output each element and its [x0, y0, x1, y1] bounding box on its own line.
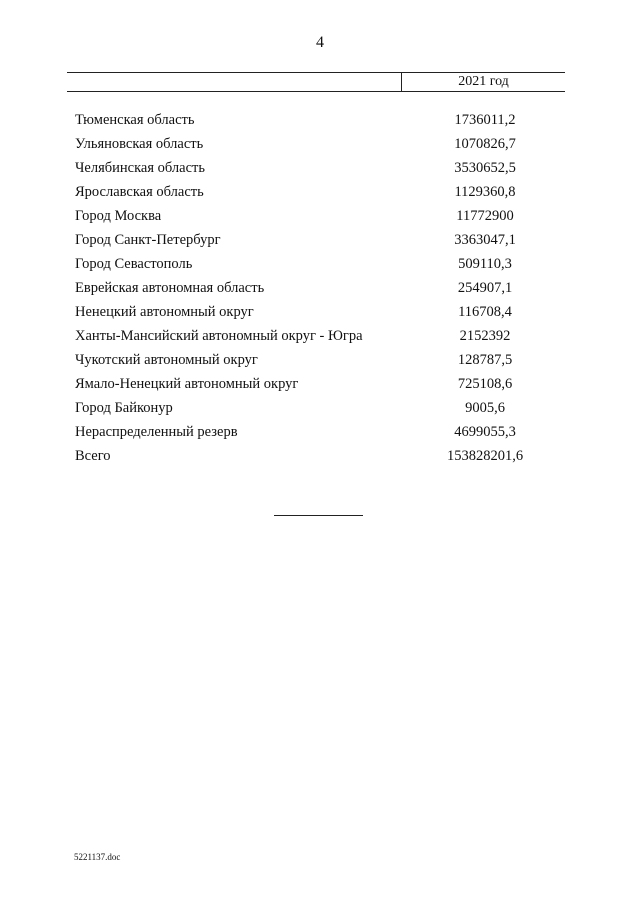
- total-label: Всего: [75, 448, 111, 464]
- region-value: 3530652,5: [454, 160, 516, 176]
- region-name: Город Москва: [75, 208, 162, 224]
- region-value: 254907,1: [457, 280, 513, 296]
- table-row-total: [75, 444, 565, 468]
- region-value: 1129360,8: [454, 184, 516, 200]
- table-row: [75, 396, 565, 420]
- region-name: Город Байконур: [75, 400, 173, 416]
- table-row: [75, 276, 565, 300]
- region-name: Город Санкт-Петербург: [75, 232, 221, 248]
- table-row: [75, 204, 565, 228]
- region-value: 3363047,1: [454, 232, 516, 248]
- table-row: [75, 300, 565, 324]
- table-row: [75, 372, 565, 396]
- region-value: 2152392: [459, 328, 511, 344]
- table-row: [75, 156, 565, 180]
- region-value: 725108,6: [457, 376, 513, 392]
- region-value: 4699055,3: [454, 424, 516, 440]
- table-row: [75, 108, 565, 132]
- document-reference: 5221137.doc: [74, 852, 121, 862]
- table-row: [75, 348, 565, 372]
- region-value: 9005,6: [465, 400, 505, 416]
- region-name: Ненецкий автономный округ: [75, 304, 254, 320]
- table-row: [75, 324, 565, 348]
- table-row: [75, 420, 565, 444]
- page-number: 4: [316, 34, 324, 51]
- table-row: [75, 132, 565, 156]
- table-body: [75, 108, 565, 468]
- total-value: 153828201,6: [446, 448, 524, 464]
- region-name: Челябинская область: [75, 160, 205, 176]
- table-header: [67, 72, 565, 92]
- region-value: 128787,5: [457, 352, 513, 368]
- region-value: 116708,4: [458, 304, 512, 320]
- region-value: 11772900: [456, 208, 514, 224]
- region-name: Ярославская область: [75, 184, 204, 200]
- region-name: Еврейская автономная область: [75, 280, 265, 296]
- end-rule-divider: [274, 515, 363, 516]
- region-name: Тюменская область: [75, 112, 195, 128]
- region-value: 509110,3: [458, 256, 512, 272]
- table-row: [75, 180, 565, 204]
- region-name: Нераспределенный резерв: [75, 424, 238, 440]
- region-name: Ульяновская область: [75, 136, 204, 152]
- region-value: 1736011,2: [454, 112, 516, 128]
- region-name: Ханты-Мансийский автономный округ - Югра: [75, 328, 363, 344]
- region-name: Чукотский автономный округ: [75, 352, 258, 368]
- region-name: Город Севастополь: [75, 256, 193, 272]
- year-column-header: 2021 год: [458, 74, 509, 89]
- table-row: [75, 252, 565, 276]
- table-row: [75, 228, 565, 252]
- region-value: 1070826,7: [454, 136, 516, 152]
- region-name: Ямало-Ненецкий автономный округ: [75, 376, 299, 392]
